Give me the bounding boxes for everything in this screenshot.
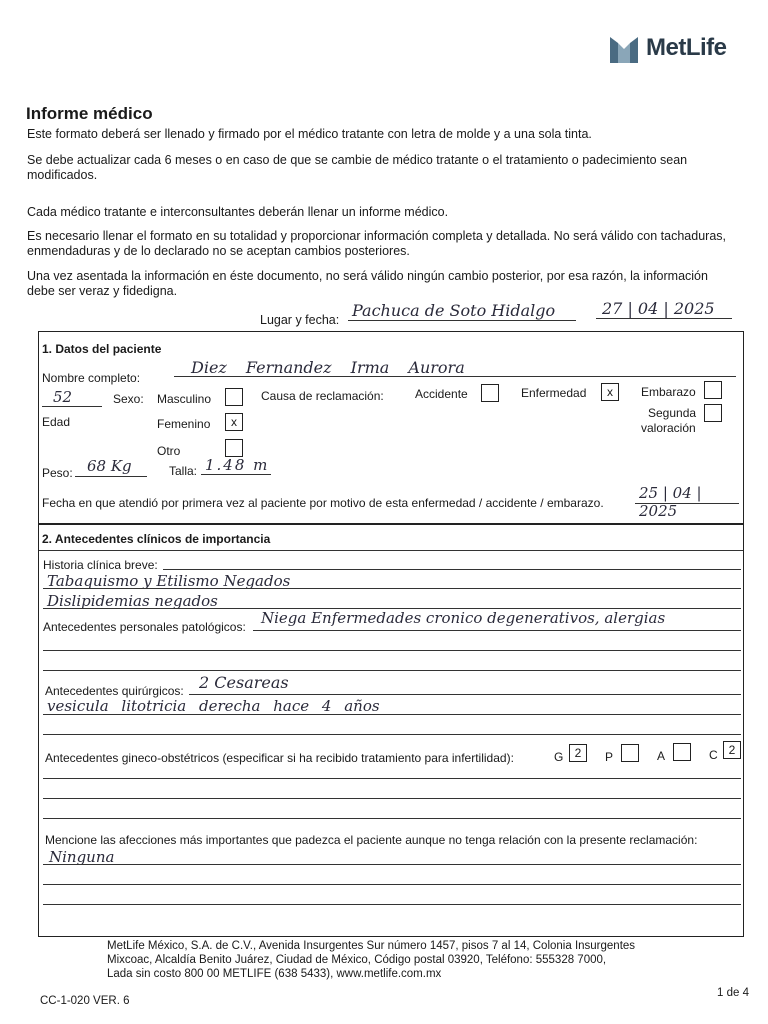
conditions-line-3 — [43, 904, 741, 905]
height-label: Talla: — [169, 464, 198, 478]
history-line-2-text[interactable]: Dislipidemias negados — [47, 592, 218, 610]
brand-name: MetLife — [646, 34, 727, 61]
surgical-line-3 — [43, 734, 741, 735]
gyneco-line-2 — [43, 798, 741, 799]
date-value[interactable]: 27 | 04 | 2025 — [602, 299, 715, 318]
weight-underline — [75, 476, 147, 477]
height-value[interactable]: 1.48 m — [205, 456, 270, 474]
gpac-g-label: G — [554, 750, 564, 764]
place-value[interactable]: Pachuca de Soto Hidalgo — [352, 301, 556, 320]
gpac-g-box[interactable]: 2 — [569, 744, 587, 762]
gpac-c-box[interactable]: 2 — [723, 741, 741, 759]
pregnancy-checkbox[interactable] — [704, 381, 722, 399]
history-line-1 — [163, 569, 741, 570]
place-underline — [348, 320, 576, 321]
illness-label: Enfermedad — [521, 386, 587, 400]
intro-paragraph-1: Este formato deberá ser llenado y firmado por el médico tratante con letra de molde y a una sola tinta. — [27, 127, 592, 141]
footer-line-1: MetLife México, S.A. de C.V., Avenida Insurgentes Sur número 1457, pisos 7 al 14, Colonia Insurgentes — [107, 940, 636, 952]
second-opinion-checkbox[interactable] — [704, 404, 722, 422]
gpac-p-box[interactable] — [621, 744, 639, 762]
section2-title: 2. Antecedentes clínicos de importancia — [42, 532, 271, 546]
full-name-label: Nombre completo: — [42, 371, 141, 385]
gyneco-line-3 — [43, 818, 741, 819]
pathological-line-2 — [43, 650, 741, 651]
gpac-a-box[interactable] — [673, 743, 691, 761]
conditions-label: Mencione las afecciones más importantes que padezca el paciente aunque no tenga relación con la presente reclamación: — [45, 833, 698, 847]
surgical-label: Antecedentes quirúrgicos: — [45, 684, 184, 698]
section-clinical-history — [38, 523, 744, 937]
intro-paragraph-2: Se debe actualizar cada 6 meses o en caso de que se cambie de médico tratante o el tratamiento o padecimiento sean modificados. — [27, 153, 688, 182]
metlife-logo-icon — [608, 35, 640, 65]
first-visit-value[interactable]: 25 | 04 | 2025 — [639, 484, 702, 520]
section1-title: 1. Datos del paciente — [42, 342, 162, 356]
pathological-line-1 — [253, 630, 741, 631]
weight-label: Peso: — [42, 466, 73, 480]
history-line-2 — [43, 588, 741, 589]
weight-value[interactable]: 68 Kg — [87, 457, 132, 475]
second-opinion-label-1: Segunda — [648, 406, 697, 420]
pathological-label: Antecedentes personales patológicos: — [43, 620, 246, 634]
surgical-line-2-text[interactable]: vesicula litotricia derecha hace 4 años — [47, 697, 380, 715]
first-visit-label: Fecha en que atendió por primera vez al paciente por motivo de esta enfermedad / accidente / embarazo. — [42, 496, 604, 510]
gyneco-label: Antecedentes gineco-obstétricos (especificar si ha recibido tratamiento para infertilidad): — [45, 751, 514, 765]
pathological-line-3 — [43, 670, 741, 671]
metlife-logo — [608, 34, 738, 66]
footer-line-3: Lada sin costo 800 00 METLIFE (638 5433), www.metlife.com.mx — [107, 968, 442, 980]
page-number: 1 de 4 — [717, 987, 749, 999]
section-patient-data — [38, 331, 744, 525]
surgical-line-2 — [43, 714, 741, 715]
first-visit-underline — [635, 503, 739, 504]
gpac-a-label: A — [657, 749, 666, 763]
history-line-1-text[interactable]: Tabaquismo y Etilismo Negados — [47, 572, 291, 590]
form-code: CC-1-020 VER. 6 — [40, 995, 130, 1007]
place-date-label: Lugar y fecha: — [260, 313, 340, 327]
sex-female-label: Femenino — [157, 417, 211, 431]
height-underline — [201, 474, 271, 475]
full-name-underline — [174, 376, 736, 377]
sex-male-checkbox[interactable] — [225, 388, 243, 406]
conditions-value[interactable]: Ninguna — [49, 848, 115, 866]
full-name-value[interactable]: Diez Fernandez Irma Aurora — [191, 358, 465, 377]
page-title: Informe médico — [26, 104, 153, 123]
intro-paragraph-5: Una vez asentada la información en éste documento, no será válido ningún cambio posterior, por esa razón, la información debe ser veraz y fidedigna. — [27, 269, 708, 298]
gpac-p-label: P — [605, 750, 614, 764]
sex-other-label: Otro — [157, 444, 181, 458]
sex-label: Sexo: — [113, 392, 144, 406]
age-underline — [42, 406, 102, 407]
accident-label: Accidente — [415, 387, 468, 401]
age-value[interactable]: 52 — [53, 388, 73, 406]
intro-paragraph-4: Es necesario llenar el formato en su totalidad y proporcionar información completa y detallada. No será válido con tachaduras, enmendaduras y de lo declarado no se aceptan cambios posteriores. — [27, 229, 726, 258]
date-underline — [596, 318, 732, 319]
accident-checkbox[interactable] — [481, 384, 499, 402]
sex-other-checkbox[interactable] — [225, 439, 243, 457]
second-opinion-label-2: valoración — [641, 421, 696, 435]
gyneco-line-1 — [43, 778, 741, 779]
illness-checkbox[interactable]: x — [601, 383, 619, 401]
claim-cause-label: Causa de reclamación: — [261, 389, 384, 403]
footer-line-2: Mixcoac, Alcaldía Benito Juárez, Ciudad de México, Código postal 03920, Teléfono: 555328 7000, — [107, 954, 607, 966]
pregnancy-label: Embarazo — [641, 385, 696, 399]
footer-address — [107, 939, 635, 981]
sex-female-checkbox[interactable]: x — [225, 413, 243, 431]
intro-paragraph-3: Cada médico tratante e interconsultantes deberán llenar un informe médico. — [27, 205, 449, 219]
sex-male-label: Masculino — [157, 392, 212, 406]
section2-header-divider — [39, 550, 743, 551]
surgical-value[interactable]: 2 Cesareas — [199, 673, 289, 692]
history-label: Historia clínica breve: — [43, 558, 158, 572]
gpac-c-label: C — [709, 748, 718, 762]
surgical-line-1 — [189, 694, 741, 695]
age-label: Edad — [42, 415, 71, 429]
pathological-value[interactable]: Niega Enfermedades cronico degenerativos, alergias — [261, 609, 666, 627]
conditions-line-1 — [43, 864, 741, 865]
conditions-line-2 — [43, 884, 741, 885]
